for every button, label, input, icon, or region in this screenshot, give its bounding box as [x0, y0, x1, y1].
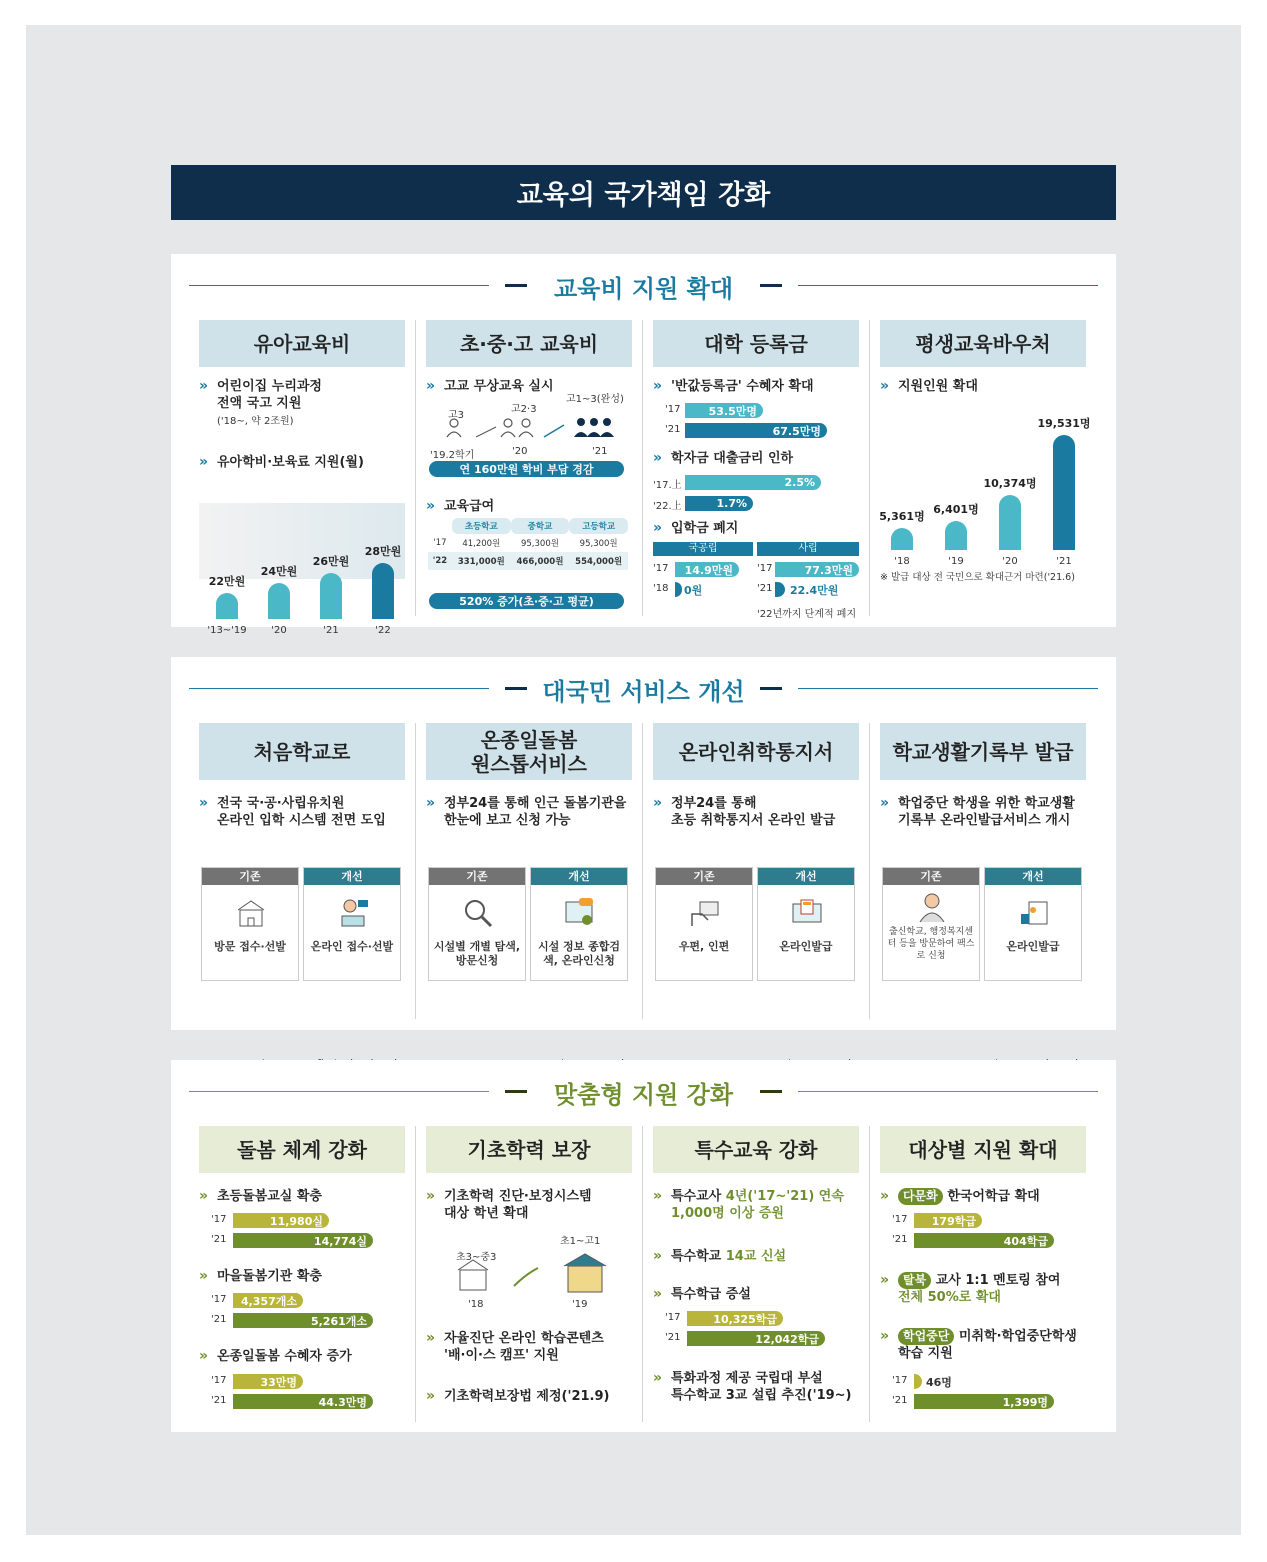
column-target-support: 대상별 지원 확대 » 다문화 한국어학급 확대 '17 179학급 '21 404학급 » 탈북 교사 1:1 멘토링 참여 전체 50%로 확대 » 학업중단 미취학·학업중단학생 학습 지원 '17 46명 '21 1,399명 [880, 1126, 1086, 1173]
label-range-19: 초1~고1 [560, 1236, 601, 1247]
column-title: 온라인취학통지서 [653, 723, 859, 780]
bar-2 [320, 573, 342, 619]
note-voucher: ※ 발급 대상 전 국민으로 확대근거 마련('21.6) [880, 572, 1075, 583]
bullet: » 전국 국·공·사립유치원 온라인 입학 시스템 전면 도입 [199, 795, 386, 828]
pill-increase: 520% 증가(초·중·고 평균) [429, 593, 624, 609]
bar-beneficiary-21: 44.3만명 [233, 1394, 373, 1409]
x-label: '18 [894, 556, 910, 567]
column-title: 대학 등록금 [653, 320, 859, 367]
value-label: 19,531명 [1037, 417, 1091, 430]
bar-0 [891, 528, 913, 550]
school-building-icon [234, 896, 268, 930]
bullet: » 학업중단 미취학·학업중단학생 학습 지원 [880, 1328, 1077, 1361]
thumbs-up-document-icon [1017, 896, 1051, 930]
page-title: 교육의 국가책임 강화 [171, 165, 1116, 220]
bar-multicultural-21: 404학급 [914, 1233, 1054, 1248]
person-laptop-icon [336, 896, 370, 930]
chart-early-childhood [199, 503, 405, 636]
compare-boxes [201, 867, 401, 981]
bar-half-tuition-21: 67.5만명 [685, 423, 827, 438]
column-online-notice [653, 723, 859, 953]
bullet: » 마을돌봄기관 확충 [199, 1268, 322, 1284]
bullet: » 지원인원 확대 [880, 378, 978, 394]
column-care-system: 돌봄 체계 강화 » 초등돌봄교실 확충 '17 11,980실 '21 14,774실 » 마을돌봄기관 확충 '17 4,357개소 '21 5,261개소 » 온종일돌봄 수혜자 증가 '17 33만명 '21 44.3만명 [199, 1126, 405, 1173]
column-university: 대학 등록금 » '반값등록금' 수혜자 확대 '17 53.5만명 '21 67.5만명 » 학자금 대출금리 인하 '17.上 2.5% '22.上 1.7% » 입학금 폐지 국공립 사립 '17 14.9만원 '18 0원 '17 77.3만원 '21 22.4만원 '22년까지 단계적 폐지 [653, 320, 859, 367]
section-title: 맞춤형 지원 강화 [554, 1080, 733, 1109]
column-title: 초·중·고 교육비 [426, 320, 632, 367]
monitor-chat-icon [563, 896, 597, 930]
header-private: 사립 [757, 542, 859, 556]
compare-boxes [882, 867, 1082, 981]
x-label: '20 [271, 625, 287, 636]
bar-dropout-21: 1,399명 [914, 1394, 1054, 1409]
value-label: 26만원 [312, 555, 350, 568]
bullet: » '반값등록금' 수혜자 확대 [653, 378, 814, 394]
x-label: '19 [572, 1299, 588, 1310]
x-label: '20 [512, 446, 528, 457]
column-lifelong-voucher [879, 320, 1091, 583]
bullet: » 유아학비·보육료 지원(월) [199, 454, 364, 470]
value-label: 10,374명 [983, 477, 1037, 491]
value-dropout-17: 46명 [926, 1376, 952, 1389]
th-elementary: 초등학교 [452, 518, 511, 534]
box-before: 기존 출신학교, 행정복지센터 등을 방문하여 팩스로 신청 [882, 867, 980, 981]
section-title: 대국민 서비스 개선 [542, 677, 745, 706]
box-before: 기존 시설별 개별 탐색, 방문신청 [428, 867, 526, 981]
column-school-record [880, 723, 1086, 961]
bar-2 [999, 495, 1021, 550]
column-special-ed: 특수교육 강화 » 특수교사 4년('17~'21) 연속 1,000명 이상 증원 » 특수학교 14교 신설 » 특수학급 증설 '17 10,325학급 '21 12,042학급 » 특화과정 제공 국립대 부설 특수학교 3교 설립 추진('19~) [653, 1126, 859, 1173]
bullet: » 정부24를 통해 인근 돌봄기관을 한눈에 보고 신청 가능 [426, 795, 627, 828]
bullet: » 고교 무상교육 실시 [426, 378, 554, 394]
edu-benefit-table: 초등학교 중학교 고등학교 '17 41,200원 95,300원 95,300원 '22 331,000원 466,000원 554,000원 [428, 518, 628, 570]
bar-special-class-21: 12,042학급 [687, 1331, 825, 1346]
value-private-21: 22.4만원 [790, 584, 839, 597]
value-public-18: 0원 [684, 584, 703, 597]
bullet: » 교육급여 [426, 498, 495, 514]
x-label: '18 [468, 1299, 484, 1310]
column-first-school [199, 723, 405, 953]
bullet: » 기초학력 진단·보정시스템 대상 학년 확대 [426, 1188, 592, 1221]
bar-care-class-17: 11,980실 [233, 1213, 329, 1228]
pill-tuition-relief: 연 160만원 학비 부담 경감 [429, 461, 624, 477]
box-before: 기존 방문 접수·선발 [201, 867, 299, 981]
label-g13: 고1~3(완성) [566, 394, 624, 405]
bullet: » 특수학교 14교 신설 [653, 1248, 787, 1264]
column-basic-literacy [426, 1126, 632, 1404]
hand-envelope-icon [688, 896, 722, 930]
box-after: 개선 온라인발급 [757, 867, 855, 981]
column-title: 온종일돌봄 원스톱서비스 [426, 723, 632, 780]
bar-half-tuition-17: 53.5만명 [685, 403, 763, 418]
bar-public-17: 14.9만원 [675, 562, 739, 577]
bar-care-class-21: 14,774실 [233, 1233, 373, 1248]
bar-0 [216, 593, 238, 619]
x-label: '20 [1002, 556, 1018, 567]
section-header [189, 268, 1098, 304]
column-title: 돌봄 체계 강화 [199, 1126, 405, 1173]
x-label: '19.2학기 [430, 450, 475, 461]
bar-beneficiary-17: 33만명 [233, 1374, 303, 1389]
bullet: » 정부24를 통해 초등 취학통지서 온라인 발급 [653, 795, 836, 828]
chart-voucher [879, 405, 1091, 582]
label-g3: 고3 [448, 410, 465, 421]
value-label: 22만원 [208, 575, 246, 588]
bullet: » 어린이집 누리과정 전액 국고 지원 ('18~, 약 2조원) [199, 378, 322, 427]
column-title: 처음학교로 [199, 723, 405, 780]
bullet: » 탈북 교사 1:1 멘토링 참여 전체 50%로 확대 [880, 1272, 1061, 1305]
section-header [189, 671, 1098, 707]
column-title: 기초학력 보장 [426, 1126, 632, 1173]
x-label: '22 [375, 625, 391, 636]
bullet: » 학자금 대출금리 인하 [653, 450, 794, 466]
section-public-service [171, 657, 1116, 1030]
section-title: 교육비 지원 확대 [554, 274, 733, 303]
section-education-cost [171, 254, 1116, 636]
school-icons [456, 1252, 616, 1300]
box-before: 기존 우편, 인편 [655, 867, 753, 981]
bullet: » 특수교사 4년('17~'21) 연속 1,000명 이상 증원 [653, 1188, 844, 1221]
x-label: '19 [948, 556, 964, 567]
x-label: '21 [323, 625, 339, 636]
th-high: 고등학교 [569, 518, 628, 534]
bar-private-17: 77.3만원 [775, 562, 859, 577]
bullet: » 특수학급 증설 [653, 1286, 751, 1302]
label-range-18: 초3~중3 [456, 1252, 497, 1263]
column-early-childhood [199, 320, 405, 636]
bar-village-care-17: 4,357개소 [233, 1293, 303, 1308]
bullet: » 초등돌봄교실 확충 [199, 1188, 322, 1204]
box-after: 개선 온라인발급 [984, 867, 1082, 981]
column-title: 대상별 지원 확대 [880, 1126, 1086, 1173]
bar-loan-rate-22: 1.7% [685, 496, 753, 511]
column-title: 유아교육비 [199, 320, 405, 367]
th-middle: 중학교 [511, 518, 570, 534]
x-label: '13~'19 [207, 625, 247, 636]
section-header [189, 1074, 1098, 1110]
bar-1 [268, 583, 290, 619]
monitor-document-icon [790, 896, 824, 930]
column-care-onestop [426, 723, 632, 967]
box-after: 개선 온라인 접수·선발 [303, 867, 401, 981]
compare-boxes [655, 867, 855, 981]
bullet: » 온종일돌봄 수혜자 증가 [199, 1348, 352, 1364]
x-label: '21 [592, 446, 608, 457]
column-title: 평생교육바우처 [880, 320, 1086, 367]
bullet: » 다문화 한국어학급 확대 [880, 1188, 1040, 1204]
bullet: » 학업중단 학생을 위한 학교생활 기록부 온라인발급서비스 개시 [880, 795, 1075, 828]
section-tailored-support [171, 1060, 1116, 1432]
bullet: » 자율진단 온라인 학습콘텐츠 '배·이·스 캠프' 지원 [426, 1330, 604, 1363]
x-label: '21 [1056, 556, 1072, 567]
header-public: 국공립 [653, 542, 753, 556]
box-after: 개선 시설 정보 종합검색, 온라인신청 [530, 867, 628, 981]
magnifier-icon [461, 896, 495, 930]
column-title: 학교생활기록부 발급 [880, 723, 1086, 780]
bar-multicultural-17: 179학급 [914, 1213, 982, 1228]
student-icons [426, 415, 632, 450]
bar-3 [1053, 435, 1075, 550]
bullet: » 특화과정 제공 국립대 부설 특수학교 3교 설립 추진('19~) [653, 1370, 852, 1403]
bar-special-class-17: 10,325학급 [687, 1311, 783, 1326]
bar-1 [945, 521, 967, 550]
bullet: » 기초학력보장법 제정('21.9) [426, 1388, 610, 1404]
person-icon [915, 890, 949, 924]
bullet: » 입학금 폐지 [653, 520, 739, 536]
value-label: 28만원 [364, 545, 402, 558]
column-k12 [426, 320, 632, 608]
column-title: 특수교육 강화 [653, 1126, 859, 1173]
note-phaseout: '22년까지 단계적 폐지 [757, 609, 857, 620]
bar-village-care-21: 5,261개소 [233, 1313, 373, 1328]
label-g23: 고2·3 [511, 404, 537, 415]
value-label: 5,361명 [879, 510, 925, 523]
value-label: 24만원 [260, 565, 298, 578]
bar-3 [372, 563, 394, 619]
compare-boxes [428, 867, 628, 981]
value-label: 6,401명 [933, 503, 979, 517]
bar-loan-rate-17: 2.5% [685, 475, 821, 490]
